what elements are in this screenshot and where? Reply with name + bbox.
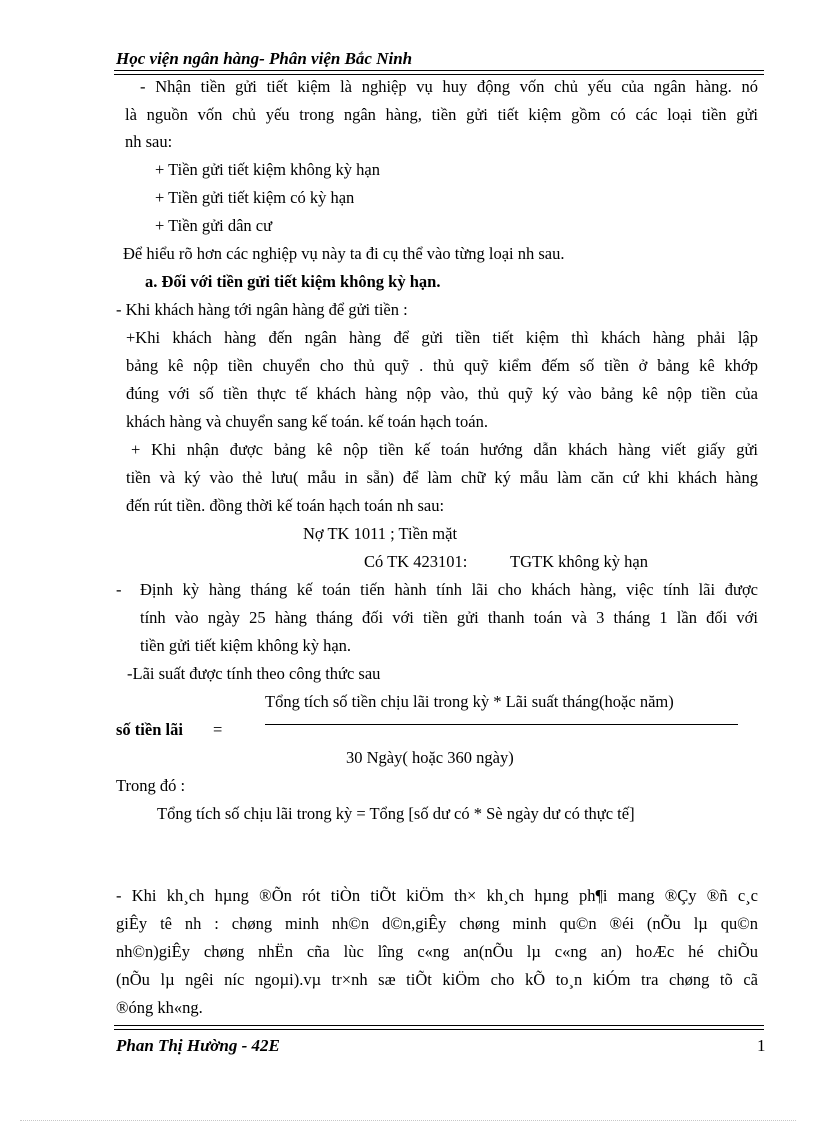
fraction-bar [265, 724, 738, 725]
paragraph-4-line-1: - Khi kh¸ch hµng ®Õn rót tiÒn tiÕt kiÖm th× kh¸ch hµng ph¶i mang ®Çy ®ñ c¸c [116, 886, 758, 905]
footer-author: Phan Thị Hường - 42E [116, 1036, 280, 1055]
paragraph-3-line-1: + Khi nhận được bảng kê nộp tiền kế toán hướng dẫn khách hàng viết giấy gửi [131, 440, 758, 459]
paragraph-2-line-3: đúng với số tiền thực tế khách hàng nộp vào, thủ quỹ ký vào bảng kê nộp tiền của [126, 384, 758, 403]
credit-account: Có TK 423101: [364, 552, 468, 571]
where-label: Trong đó : [116, 776, 186, 795]
footer-rule-top [114, 1025, 764, 1026]
bullet-dash: - [116, 580, 122, 599]
paragraph-4-line-3: nh©n)giÊy chøng nhËn cña lùc lîng c«ng an(nÕu lµ c«ng an) hoÆc hé chiÕu [116, 942, 758, 961]
bullet-2-line-1: Định kỳ hàng tháng kế toán tiến hành tính lãi cho khách hàng, việc tính lãi được [140, 580, 758, 599]
formula-lhs: số tiền lãi [116, 720, 183, 739]
credit-account-name: TGTK không kỳ hạn [510, 552, 648, 571]
list-item: + Tiền gửi dân cư [155, 216, 273, 235]
intro-line: Để hiểu rõ hơn các nghiệp vụ này ta đi cụ thể vào từng loại nh sau. [123, 244, 565, 263]
paragraph-1-line-1: - Nhận tiền gửi tiết kiệm là nghiệp vụ huy động vốn chủ yếu của ngân hàng. nó [140, 77, 758, 96]
list-item: + Tiền gửi tiết kiệm có kỳ hạn [155, 188, 355, 207]
where-definition: Tổng tích số chịu lãi trong kỳ = Tổng [số dư có * Sè ngày dư có thực tế] [157, 804, 635, 823]
header-rule-top [114, 70, 764, 71]
debit-entry: Nợ TK 1011 ; Tiền mặt [303, 524, 458, 543]
header-rule-bottom [114, 74, 764, 75]
paragraph-1-line-2: là nguồn vốn chủ yếu trong ngân hàng, tiền gửi tiết kiệm gồm có các loại tiền gửi [125, 105, 758, 124]
paragraph-4-line-2: giÊy tê nh : chøng minh nh©n d©n,giÊy chøng minh qu©n ®éi (nÕu lµ qu©n [116, 914, 758, 933]
page-header-title: Học viện ngân hàng- Phân viện Bắc Ninh [116, 49, 413, 68]
list-item: + Tiền gửi tiết kiệm không kỳ hạn [155, 160, 380, 179]
page-number: 1 [757, 1036, 766, 1055]
paragraph-3-line-2: tiền và ký vào thẻ lưu( mẫu in sẵn) để làm chữ ký mẫu làm căn cứ khi khách hàng [126, 468, 758, 487]
paragraph-3-line-3: đến rút tiền. đồng thời kế toán hạch toán nh sau: [126, 496, 445, 515]
formula-equals: = [213, 720, 223, 739]
paragraph-1-line-3: nh sau: [125, 132, 173, 151]
formula-denominator: 30 Ngày( hoặc 360 ngày) [346, 748, 514, 767]
paragraph-2-line-4: khách hàng và chuyển sang kế toán. kế toán hạch toán. [126, 412, 488, 431]
bullet-2-line-3: tiền gửi tiết kiệm không kỳ hạn. [140, 636, 352, 655]
formula-intro: -Lãi suất được tính theo công thức sau [127, 664, 381, 683]
formula-numerator: Tổng tích số tiền chịu lãi trong kỳ * Lãi suất tháng(hoặc năm) [265, 692, 674, 711]
paragraph-4-line-5: ®óng kh«ng. [116, 998, 203, 1017]
footer-rule-bottom [114, 1029, 764, 1030]
bullet-2-line-2: tính vào ngày 25 hàng tháng đối với tiền gửi thanh toán và 3 tháng 1 lần đối với [140, 608, 758, 627]
page-edge-divider [20, 1120, 796, 1121]
paragraph-4-line-4: (nÕu lµ ngêi níc ngoµi).vµ tr×nh sæ tiÕt kiÖm cho kÕ to¸n kiÓm tra chøng tõ cã [116, 970, 758, 989]
paragraph-2-line-2: bảng kê nộp tiền chuyển cho thủ quỹ . thủ quỹ kiểm đếm số tiền ở bảng kê khớp [126, 356, 758, 375]
section-heading: a. Đối với tiền gửi tiết kiệm không kỳ hạn. [145, 272, 441, 291]
paragraph-2-line-1: +Khi khách hàng đến ngân hàng để gửi tiền tiết kiệm thì khách hàng phải lập [126, 328, 758, 347]
bullet-visit: - Khi khách hàng tới ngân hàng để gửi tiền : [116, 300, 408, 319]
